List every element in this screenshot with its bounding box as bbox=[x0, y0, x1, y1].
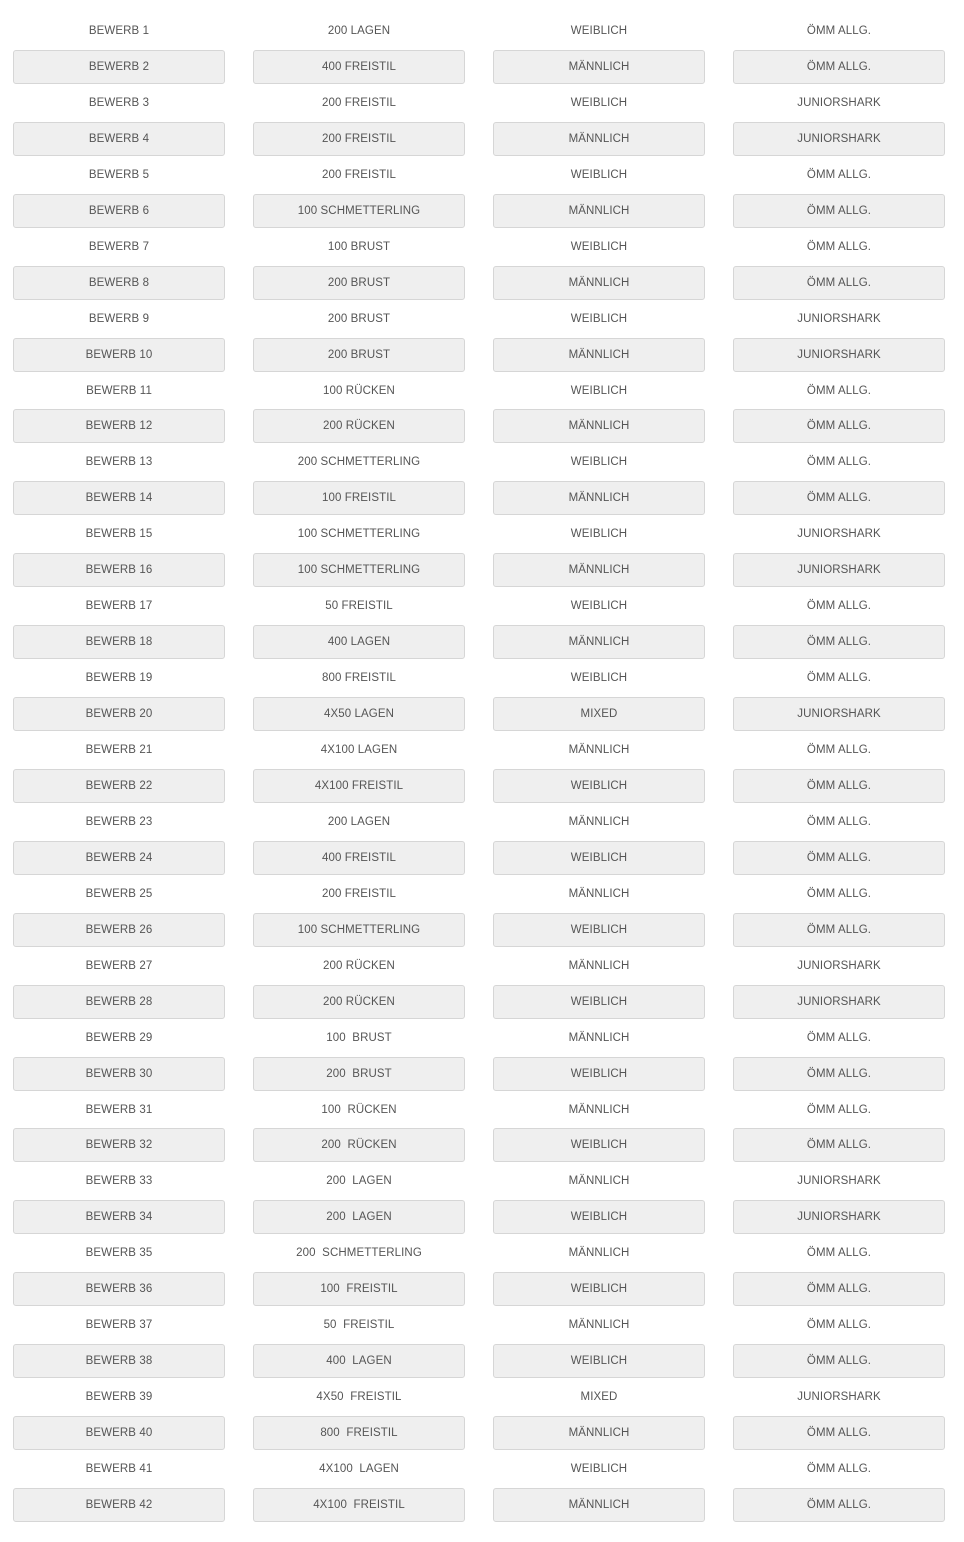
event-number-cell: BEWERB 6 bbox=[13, 194, 225, 228]
category-cell: ÖMM ALLG. bbox=[733, 1488, 945, 1522]
category-cell: JUNIORSHARK bbox=[733, 985, 945, 1019]
gender-cell: WEIBLICH bbox=[570, 169, 628, 181]
table-row bbox=[0, 1093, 964, 1129]
gender-cell: WEIBLICH bbox=[493, 913, 705, 947]
category-cell: ÖMM ALLG. bbox=[806, 241, 872, 253]
discipline-cell: 100 SCHMETTERLING bbox=[253, 913, 465, 947]
discipline-cell: 200 SCHMETTERLING bbox=[296, 1247, 422, 1259]
discipline-cell: 100 RÜCKEN bbox=[323, 385, 395, 397]
category-cell: JUNIORSHARK bbox=[797, 1175, 881, 1187]
table-row bbox=[0, 1272, 964, 1308]
table-row bbox=[0, 1452, 964, 1488]
table-row bbox=[0, 374, 964, 410]
table-row bbox=[0, 661, 964, 697]
event-number-cell: BEWERB 7 bbox=[88, 241, 150, 253]
event-number-cell: BEWERB 25 bbox=[85, 888, 153, 900]
gender-cell: WEIBLICH bbox=[570, 97, 628, 109]
gender-cell: WEIBLICH bbox=[493, 769, 705, 803]
category-cell: ÖMM ALLG. bbox=[806, 25, 872, 37]
gender-cell: WEIBLICH bbox=[570, 600, 628, 612]
event-number-cell: BEWERB 14 bbox=[13, 481, 225, 515]
table-row bbox=[0, 1021, 964, 1057]
event-number-cell: BEWERB 36 bbox=[13, 1272, 225, 1306]
discipline-cell: 200 RÜCKEN bbox=[253, 1128, 465, 1162]
gender-cell: WEIBLICH bbox=[493, 1128, 705, 1162]
gender-cell: MÄNNLICH bbox=[568, 1319, 630, 1331]
event-number-cell: BEWERB 9 bbox=[88, 313, 150, 325]
category-cell: ÖMM ALLG. bbox=[806, 456, 872, 468]
event-number-cell: BEWERB 8 bbox=[13, 266, 225, 300]
gender-cell: MÄNNLICH bbox=[568, 1175, 630, 1187]
table-row bbox=[0, 1128, 964, 1164]
gender-cell: WEIBLICH bbox=[570, 25, 628, 37]
category-cell: ÖMM ALLG. bbox=[806, 1463, 872, 1475]
event-number-cell: BEWERB 42 bbox=[13, 1488, 225, 1522]
discipline-cell: 200 LAGEN bbox=[253, 1200, 465, 1234]
event-number-cell: BEWERB 20 bbox=[13, 697, 225, 731]
category-cell: JUNIORSHARK bbox=[733, 697, 945, 731]
gender-cell: WEIBLICH bbox=[570, 1463, 628, 1475]
category-cell: ÖMM ALLG. bbox=[806, 385, 872, 397]
gender-cell: MÄNNLICH bbox=[493, 1416, 705, 1450]
gender-cell: WEIBLICH bbox=[570, 456, 628, 468]
event-number-cell: BEWERB 5 bbox=[88, 169, 150, 181]
category-cell: ÖMM ALLG. bbox=[806, 744, 872, 756]
gender-cell: MÄNNLICH bbox=[568, 816, 630, 828]
gender-cell: MIXED bbox=[493, 697, 705, 731]
table-row bbox=[0, 338, 964, 374]
category-cell: ÖMM ALLG. bbox=[806, 600, 872, 612]
event-number-cell: BEWERB 16 bbox=[13, 553, 225, 587]
category-cell: JUNIORSHARK bbox=[797, 313, 881, 325]
table-row bbox=[0, 985, 964, 1021]
event-number-cell: BEWERB 1 bbox=[88, 25, 150, 37]
gender-cell: WEIBLICH bbox=[493, 1057, 705, 1091]
category-cell: ÖMM ALLG. bbox=[733, 266, 945, 300]
category-cell: ÖMM ALLG. bbox=[733, 769, 945, 803]
gender-cell: MÄNNLICH bbox=[493, 338, 705, 372]
discipline-cell: 200 LAGEN bbox=[327, 25, 391, 37]
table-row bbox=[0, 1057, 964, 1093]
table-row bbox=[0, 733, 964, 769]
table-row bbox=[0, 517, 964, 553]
category-cell: ÖMM ALLG. bbox=[806, 1247, 872, 1259]
gender-cell: MÄNNLICH bbox=[493, 1488, 705, 1522]
event-number-cell: BEWERB 10 bbox=[13, 338, 225, 372]
event-number-cell: BEWERB 35 bbox=[85, 1247, 153, 1259]
gender-cell: WEIBLICH bbox=[570, 672, 628, 684]
gender-cell: MÄNNLICH bbox=[493, 266, 705, 300]
discipline-cell: 200 BRUST bbox=[253, 1057, 465, 1091]
category-cell: ÖMM ALLG. bbox=[733, 481, 945, 515]
discipline-cell: 400 FREISTIL bbox=[253, 841, 465, 875]
category-cell: ÖMM ALLG. bbox=[806, 888, 872, 900]
category-cell: ÖMM ALLG. bbox=[733, 841, 945, 875]
gender-cell: WEIBLICH bbox=[570, 528, 628, 540]
event-number-cell: BEWERB 21 bbox=[85, 744, 153, 756]
gender-cell: MÄNNLICH bbox=[493, 481, 705, 515]
category-cell: ÖMM ALLG. bbox=[733, 1416, 945, 1450]
table-row bbox=[0, 158, 964, 194]
category-cell: ÖMM ALLG. bbox=[733, 1057, 945, 1091]
discipline-cell: 200 FREISTIL bbox=[253, 122, 465, 156]
category-cell: ÖMM ALLG. bbox=[806, 1032, 872, 1044]
table-row bbox=[0, 1308, 964, 1344]
event-number-cell: BEWERB 4 bbox=[13, 122, 225, 156]
table-row bbox=[0, 589, 964, 625]
event-number-cell: BEWERB 32 bbox=[13, 1128, 225, 1162]
table-row bbox=[0, 445, 964, 481]
event-number-cell: BEWERB 3 bbox=[88, 97, 150, 109]
category-cell: JUNIORSHARK bbox=[797, 528, 881, 540]
table-row bbox=[0, 1200, 964, 1236]
discipline-cell: 800 FREISTIL bbox=[321, 672, 397, 684]
discipline-cell: 200 FREISTIL bbox=[321, 888, 397, 900]
event-number-cell: BEWERB 29 bbox=[85, 1032, 153, 1044]
category-cell: ÖMM ALLG. bbox=[806, 1319, 872, 1331]
table-row bbox=[0, 409, 964, 445]
event-number-cell: BEWERB 13 bbox=[85, 456, 153, 468]
event-number-cell: BEWERB 38 bbox=[13, 1344, 225, 1378]
event-number-cell: BEWERB 23 bbox=[85, 816, 153, 828]
table-row bbox=[0, 625, 964, 661]
category-cell: ÖMM ALLG. bbox=[733, 1344, 945, 1378]
gender-cell: MÄNNLICH bbox=[568, 1032, 630, 1044]
discipline-cell: 4X100 LAGEN bbox=[320, 744, 398, 756]
discipline-cell: 200 FREISTIL bbox=[321, 97, 397, 109]
table-row bbox=[0, 1488, 964, 1524]
discipline-cell: 200 LAGEN bbox=[326, 1175, 392, 1187]
category-cell: JUNIORSHARK bbox=[733, 122, 945, 156]
table-row bbox=[0, 302, 964, 338]
table-row bbox=[0, 913, 964, 949]
table-row bbox=[0, 86, 964, 122]
category-cell: JUNIORSHARK bbox=[797, 960, 881, 972]
gender-cell: WEIBLICH bbox=[493, 1200, 705, 1234]
table-row bbox=[0, 1236, 964, 1272]
event-number-cell: BEWERB 37 bbox=[85, 1319, 153, 1331]
gender-cell: MÄNNLICH bbox=[568, 1247, 630, 1259]
event-number-cell: BEWERB 11 bbox=[86, 385, 152, 397]
category-cell: ÖMM ALLG. bbox=[733, 1128, 945, 1162]
discipline-cell: 400 LAGEN bbox=[253, 625, 465, 659]
table-row bbox=[0, 1164, 964, 1200]
discipline-cell: 50 FREISTIL bbox=[323, 1319, 395, 1331]
category-cell: ÖMM ALLG. bbox=[733, 409, 945, 443]
event-number-cell: BEWERB 33 bbox=[85, 1175, 153, 1187]
event-number-cell: BEWERB 24 bbox=[13, 841, 225, 875]
discipline-cell: 100 BRUST bbox=[327, 241, 391, 253]
category-cell: ÖMM ALLG. bbox=[806, 1104, 872, 1116]
event-number-cell: BEWERB 15 bbox=[85, 528, 153, 540]
category-cell: JUNIORSHARK bbox=[797, 97, 881, 109]
discipline-cell: 4X50 LAGEN bbox=[253, 697, 465, 731]
table-row bbox=[0, 266, 964, 302]
gender-cell: WEIBLICH bbox=[493, 1272, 705, 1306]
gender-cell: WEIBLICH bbox=[493, 985, 705, 1019]
table-row bbox=[0, 805, 964, 841]
category-cell: ÖMM ALLG. bbox=[733, 913, 945, 947]
discipline-cell: 50 FREISTIL bbox=[325, 600, 393, 612]
event-number-cell: BEWERB 40 bbox=[13, 1416, 225, 1450]
gender-cell: WEIBLICH bbox=[493, 1344, 705, 1378]
discipline-cell: 200 RÜCKEN bbox=[323, 960, 395, 972]
table-row bbox=[0, 14, 964, 50]
table-row bbox=[0, 877, 964, 913]
table-row bbox=[0, 1416, 964, 1452]
discipline-cell: 200 FREISTIL bbox=[321, 169, 397, 181]
event-number-cell: BEWERB 27 bbox=[85, 960, 153, 972]
gender-cell: MÄNNLICH bbox=[568, 888, 630, 900]
discipline-cell: 200 RÜCKEN bbox=[253, 409, 465, 443]
gender-cell: MÄNNLICH bbox=[493, 625, 705, 659]
event-number-cell: BEWERB 19 bbox=[85, 672, 153, 684]
event-number-cell: BEWERB 12 bbox=[13, 409, 225, 443]
category-cell: ÖMM ALLG. bbox=[806, 672, 872, 684]
gender-cell: MÄNNLICH bbox=[493, 122, 705, 156]
event-number-cell: BEWERB 34 bbox=[13, 1200, 225, 1234]
discipline-cell: 4X100 FREISTIL bbox=[253, 769, 465, 803]
discipline-cell: 100 BRUST bbox=[326, 1032, 392, 1044]
discipline-cell: 400 FREISTIL bbox=[253, 50, 465, 84]
table-row bbox=[0, 230, 964, 266]
table-row bbox=[0, 481, 964, 517]
table-row bbox=[0, 50, 964, 86]
gender-cell: WEIBLICH bbox=[570, 241, 628, 253]
gender-cell: MÄNNLICH bbox=[493, 194, 705, 228]
event-number-cell: BEWERB 30 bbox=[13, 1057, 225, 1091]
category-cell: ÖMM ALLG. bbox=[733, 50, 945, 84]
gender-cell: MÄNNLICH bbox=[493, 409, 705, 443]
gender-cell: WEIBLICH bbox=[493, 841, 705, 875]
event-number-cell: BEWERB 22 bbox=[13, 769, 225, 803]
event-number-cell: BEWERB 39 bbox=[85, 1391, 153, 1403]
discipline-cell: 200 BRUST bbox=[253, 266, 465, 300]
category-cell: JUNIORSHARK bbox=[733, 1200, 945, 1234]
discipline-cell: 200 SCHMETTERLING bbox=[297, 456, 421, 468]
gender-cell: WEIBLICH bbox=[570, 313, 628, 325]
discipline-cell: 4X100 LAGEN bbox=[319, 1463, 399, 1475]
event-number-cell: BEWERB 31 bbox=[85, 1104, 153, 1116]
discipline-cell: 200 BRUST bbox=[253, 338, 465, 372]
event-number-cell: BEWERB 17 bbox=[85, 600, 153, 612]
discipline-cell: 100 SCHMETTERLING bbox=[253, 553, 465, 587]
discipline-cell: 200 LAGEN bbox=[327, 816, 391, 828]
discipline-cell: 4X50 FREISTIL bbox=[316, 1391, 402, 1403]
table-row bbox=[0, 1344, 964, 1380]
gender-cell: WEIBLICH bbox=[570, 385, 628, 397]
category-cell: ÖMM ALLG. bbox=[806, 169, 872, 181]
discipline-cell: 100 FREISTIL bbox=[253, 481, 465, 515]
event-number-cell: BEWERB 2 bbox=[13, 50, 225, 84]
table-row bbox=[0, 949, 964, 985]
table-row bbox=[0, 1380, 964, 1416]
table-row bbox=[0, 769, 964, 805]
table-row bbox=[0, 841, 964, 877]
category-cell: JUNIORSHARK bbox=[797, 1391, 881, 1403]
event-number-cell: BEWERB 26 bbox=[13, 913, 225, 947]
table-row bbox=[0, 194, 964, 230]
discipline-cell: 100 FREISTIL bbox=[253, 1272, 465, 1306]
gender-cell: MÄNNLICH bbox=[493, 553, 705, 587]
discipline-cell: 400 LAGEN bbox=[253, 1344, 465, 1378]
category-cell: ÖMM ALLG. bbox=[733, 194, 945, 228]
table-row bbox=[0, 553, 964, 589]
category-cell: JUNIORSHARK bbox=[733, 553, 945, 587]
event-number-cell: BEWERB 41 bbox=[85, 1463, 153, 1475]
table-row bbox=[0, 697, 964, 733]
gender-cell: MÄNNLICH bbox=[568, 1104, 630, 1116]
category-cell: ÖMM ALLG. bbox=[733, 625, 945, 659]
discipline-cell: 200 BRUST bbox=[327, 313, 391, 325]
category-cell: ÖMM ALLG. bbox=[806, 816, 872, 828]
discipline-cell: 100 RÜCKEN bbox=[321, 1104, 397, 1116]
event-number-cell: BEWERB 28 bbox=[13, 985, 225, 1019]
event-number-cell: BEWERB 18 bbox=[13, 625, 225, 659]
discipline-cell: 200 RÜCKEN bbox=[253, 985, 465, 1019]
gender-cell: MIXED bbox=[580, 1391, 618, 1403]
table-row bbox=[0, 122, 964, 158]
discipline-cell: 100 SCHMETTERLING bbox=[253, 194, 465, 228]
category-cell: ÖMM ALLG. bbox=[733, 1272, 945, 1306]
category-cell: JUNIORSHARK bbox=[733, 338, 945, 372]
gender-cell: MÄNNLICH bbox=[568, 960, 630, 972]
discipline-cell: 4X100 FREISTIL bbox=[253, 1488, 465, 1522]
gender-cell: MÄNNLICH bbox=[493, 50, 705, 84]
discipline-cell: 800 FREISTIL bbox=[253, 1416, 465, 1450]
gender-cell: MÄNNLICH bbox=[568, 744, 630, 756]
discipline-cell: 100 SCHMETTERLING bbox=[297, 528, 421, 540]
